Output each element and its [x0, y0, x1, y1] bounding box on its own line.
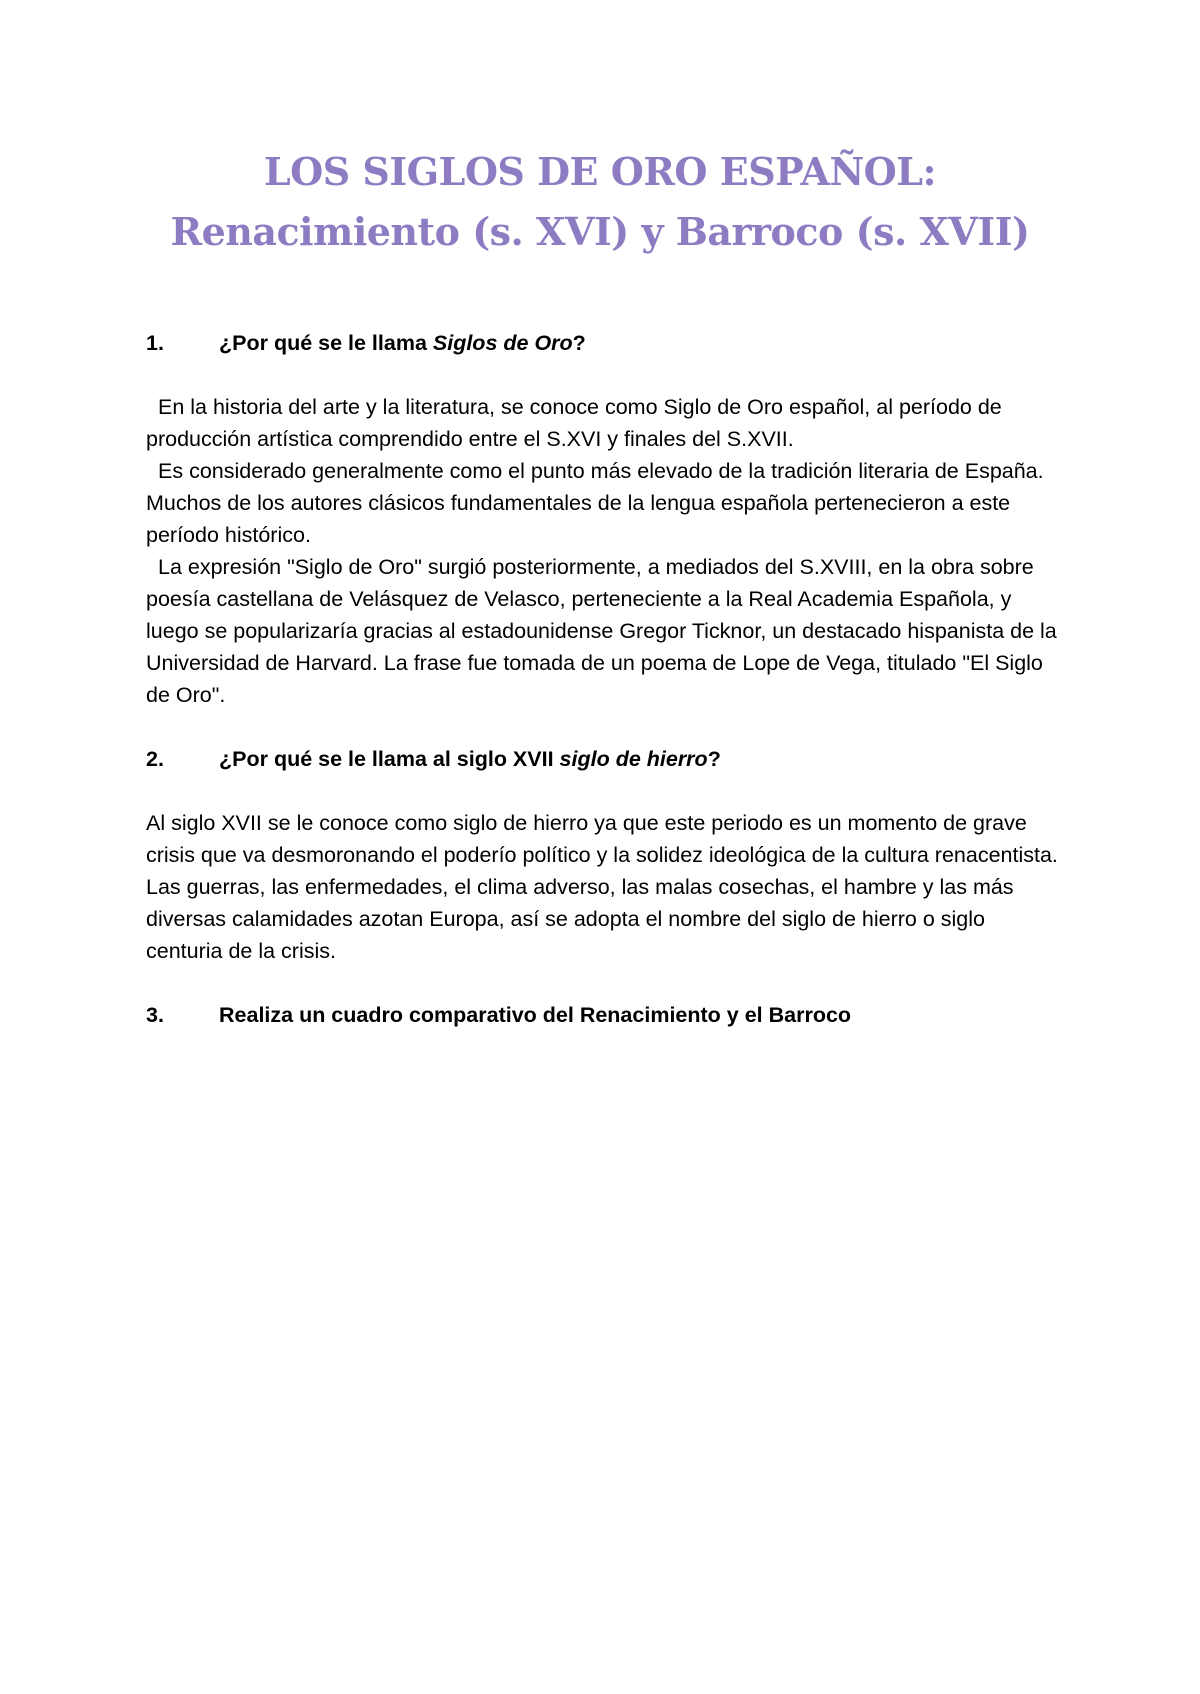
answer-2-paragraph: Al siglo XVII se le conoce como siglo de hierro ya que este periodo es un momento de grave crisis que va desmoronando el poderío político y la solidez ideológica de la cultura renacentista. Las guerras, las enfermedades, el clima adverso, las malas cosechas, el hambre y las más diversas calamidades azotan Europa, así se adopta el nombre del siglo de hierro o siglo centuria de la crisis.: [146, 811, 1058, 963]
question-2-number: 2.: [146, 747, 164, 771]
question-3: [146, 999, 1066, 1031]
question-2-italic: siglo de hierro: [559, 747, 708, 771]
title-line-1: LOS SIGLOS DE ORO ESPAÑOL:: [263, 149, 937, 194]
question-1-italic: Siglos de Oro: [432, 331, 573, 355]
question-2-text: ¿Por qué se le llama al siglo XVII siglo de hierro?: [219, 747, 721, 771]
answer-1-paragraph-1: En la historia del arte y la literatura, se conoce como Siglo de Oro español, al período de producción artística comprendido entre el S.XVI y finales del S.XVII.: [146, 395, 1002, 451]
question-3-text: Realiza un cuadro comparativo del Renacimiento y el Barroco: [219, 1003, 852, 1027]
question-1: [146, 327, 1066, 359]
question-1-number: 1.: [146, 331, 164, 355]
title-line-2: Renacimiento (s. XVI) y Barroco (s. XVII): [170, 209, 1030, 254]
question-3-number: 3.: [146, 1003, 164, 1027]
answer-1-paragraph-3: La expresión "Siglo de Oro" surgió posteriormente, a mediados del S.XVIII, en la obra sobre poesía castellana de Velásquez de Velasco, perteneciente a la Real Academia Española, y luego se popularizaría gracias al estadounidense Gregor Ticknor, un destacado hispanista de la Universidad de Harvard. La frase fue tomada de un poema de Lope de Vega, titulado "El Siglo de Oro".: [146, 555, 1057, 707]
question-2: [146, 743, 1066, 775]
question-1-text: ¿Por qué se le llama Siglos de Oro?: [219, 331, 586, 355]
document-body: [146, 327, 1066, 1031]
document-title: [0, 142, 1200, 262]
answer-1-paragraph-2: Es considerado generalmente como el punto más elevado de la tradición literaria de España. Muchos de los autores clásicos fundamentales de la lengua española pertenecieron a este período histórico.: [146, 459, 1044, 547]
